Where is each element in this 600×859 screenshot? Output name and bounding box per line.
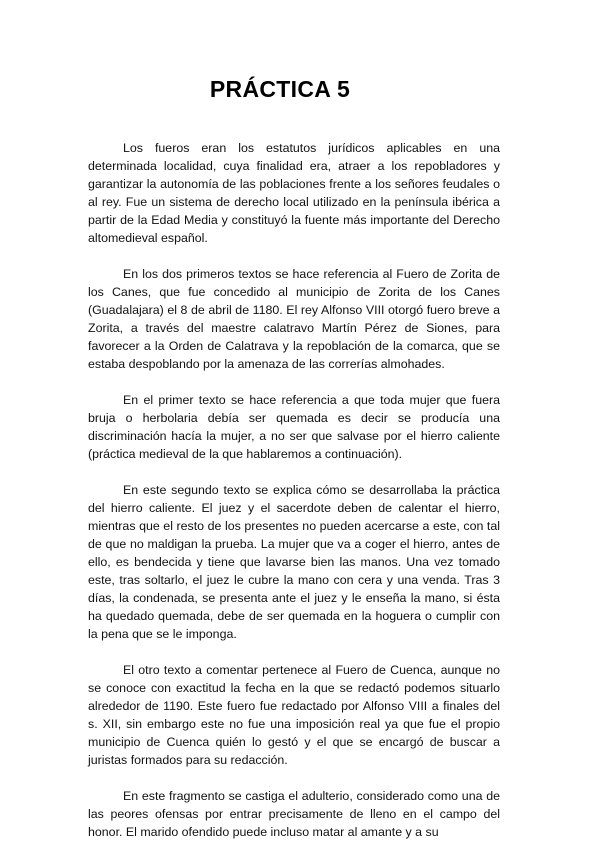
paragraph-adulterio: En este fragmento se castiga el adulterio, considerado como una de las peores ofensas por entrar precisamente de lleno en el campo del honor. El marido ofendido puede incluso matar al amante y a su <box>88 789 500 839</box>
paragraph-fuero-cuenca: El otro texto a comentar pertenece al Fuero de Cuenca, aunque no se conoce con exactitud la fecha en la que se redactó podemos situarlo alrededor de 1190. Este fuero fue redactado por Alfonso VIII a finales del s. XII, sin embargo este no fue una imposición real ya que fue el propio municipio de Cuenca quién lo gestó y el que se encargó de buscar a juristas formados para su redacción. <box>88 663 500 767</box>
paragraph-fuero-zorita: En los dos primeros textos se hace referencia al Fuero de Zorita de los Canes, que fue concedido al municipio de Zorita de los Canes (Guadalajara) el 8 de abril de 1180. El rey Alfonso VIII otorgó fuero breve a Zorita, a través del maestre calatravo Martín Pérez de Siones, para favorecer a la Orden de Calatrava y la repoblación de la comarca, que se estaba despoblando por la amenaza de las correrías almohades. <box>88 267 500 371</box>
paragraph-first-text: En el primer texto se hace referencia a que toda mujer que fuera bruja o herbolaria debía ser quemada es decir se producía una discriminación hacía la mujer, a no ser que salvase por el hierro caliente (práctica medieval de la que hablaremos a continuación). <box>88 393 500 461</box>
document-body <box>88 139 500 859</box>
page-title: PRÁCTICA 5 <box>209 76 351 102</box>
paragraph-second-text: En este segundo texto se explica cómo se desarrollaba la práctica del hierro caliente. El juez y el sacerdote deben de calentar el hierro, mientras que el resto de los presentes no pueden acercarse a este, con tal de que no maldigan la prueba. La mujer que va a coger el hierro, antes de ello, es bendecida y tiene que lavarse bien las manos. Una vez tomado este, tras soltarlo, el juez le cubre la mano con cera y una venda. Tras 3 días, la condenada, se presenta ante el juez y le enseña la mano, si ésta ha quedado quemada, debe de ser quemada en la hoguera o cumplir con la pena que se le imponga. <box>88 483 500 641</box>
paragraph-fueros-definition: Los fueros eran los estatutos jurídicos aplicables en una determinada localidad, cuya finalidad era, atraer a los repobladores y garantizar la autonomía de las poblaciones frente a los señores feudales o al rey. Fue un sistema de derecho local utilizado en la península ibérica a partir de la Edad Media y constituyó la fuente más importante del Derecho altomedieval español. <box>88 141 500 245</box>
